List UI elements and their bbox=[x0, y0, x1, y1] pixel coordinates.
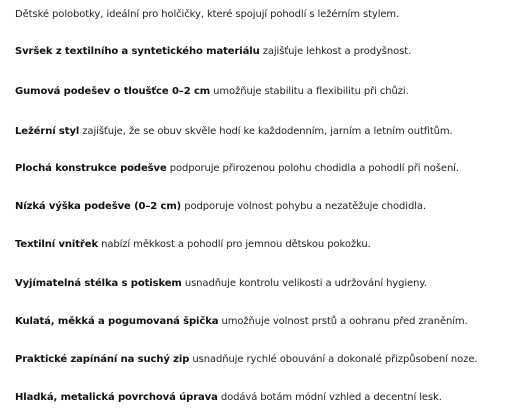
feature-title: Vyjímatelná stélka s potiskem bbox=[15, 278, 182, 289]
feature-description: umožňuje volnost prstů a oohranu před zraněním. bbox=[218, 316, 468, 327]
feature-item bbox=[15, 163, 459, 174]
feature-description: zajišťuje, že se obuv skvěle hodí ke každodenním, jarním a letním outfitům. bbox=[79, 126, 453, 137]
feature-item bbox=[15, 201, 426, 212]
feature-title: Praktické zapínání na suchý zip bbox=[15, 354, 190, 365]
feature-title: Svršek z textilního a syntetického materiálu bbox=[15, 46, 260, 57]
feature-title: Hladká, metalická povrchová úprava bbox=[15, 392, 218, 403]
feature-item bbox=[15, 86, 409, 97]
feature-title: Ležérní styl bbox=[15, 126, 80, 137]
feature-description: dodává botám módní vzhled a decentní lesk. bbox=[217, 392, 442, 403]
feature-title: Plochá konstrukce podešve bbox=[15, 163, 167, 174]
feature-description: umožňuje stabilitu a flexibilitu při chůzi. bbox=[210, 86, 409, 97]
feature-title: Nízká výška podešve (0–2 cm) bbox=[15, 201, 182, 212]
feature-item bbox=[15, 392, 442, 403]
feature-item bbox=[15, 354, 477, 365]
feature-item bbox=[15, 316, 468, 327]
feature-item bbox=[15, 278, 427, 289]
feature-description: podporuje volnost pohybu a nezatěžuje chodidla. bbox=[181, 201, 426, 212]
feature-item bbox=[15, 126, 453, 137]
feature-description: nabízí měkkost a pohodlí pro jemnou dětskou pokožku. bbox=[98, 239, 371, 250]
feature-title: Textilní vnitřek bbox=[15, 239, 98, 250]
feature-description: zajišťuje lehkost a prodyšnost. bbox=[259, 46, 412, 57]
feature-description: usnadňuje kontrolu velikosti a udržování hygieny. bbox=[181, 278, 427, 289]
feature-description: podporuje přirozenou polohu chodidla a pohodlí při nošení. bbox=[166, 163, 459, 174]
intro-text: Dětské polobotky, ideální pro holčičky, které spojují pohodlí s ležérním stylem. bbox=[15, 9, 400, 20]
feature-title: Kulatá, měkká a pogumovaná špička bbox=[15, 316, 219, 327]
feature-item bbox=[15, 46, 411, 57]
feature-item bbox=[15, 239, 371, 250]
feature-title: Gumová podešev o tloušťce 0–2 cm bbox=[15, 86, 211, 97]
feature-description: usnadňuje rychlé obouvání a dokonalé přizpůsobení noze. bbox=[189, 354, 478, 365]
